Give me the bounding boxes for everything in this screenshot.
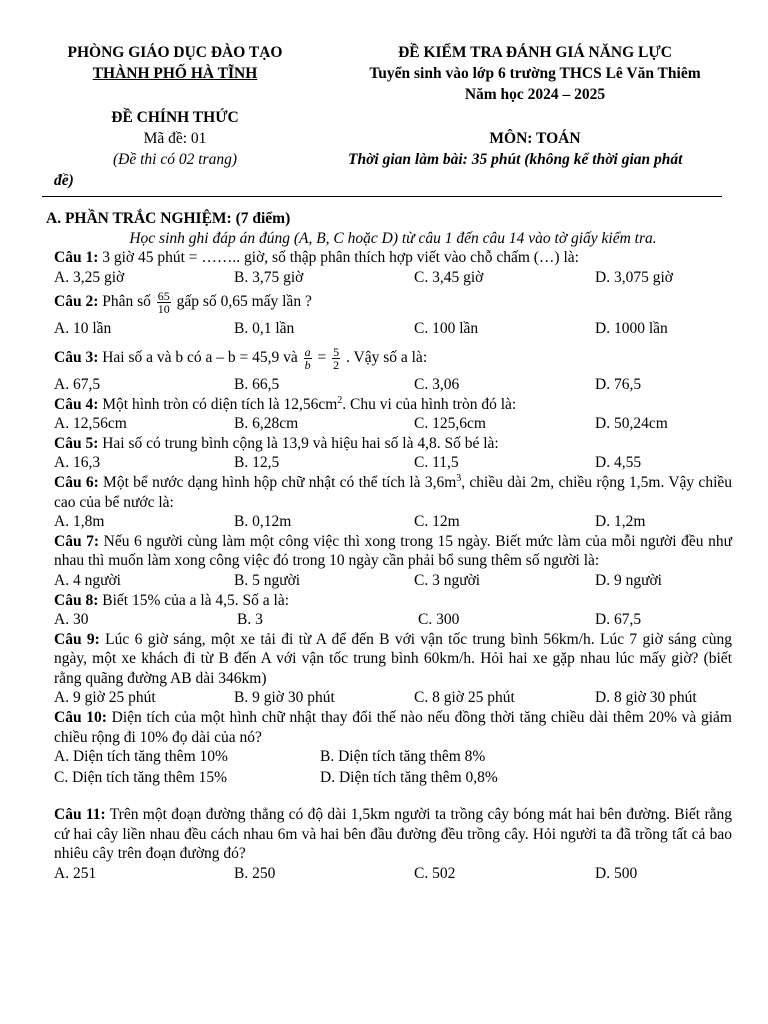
question-8-options [54,610,732,630]
question-text: Trên một đoạn đường thẳng có độ dài 1,5km người ta trồng cây bóng mát hai bên đường. Biết rằng cứ hai cây liền nhau đều cách nhau 6m và hai bên đầu đường đều trồng cây. Hỏi người ta đã trồng tất cả bao nhiêu cây trên đoạn đường đó? [54,806,732,863]
question-2-options [54,319,732,339]
spacer [54,789,732,805]
option-c[interactable]: C. 300 [418,611,460,629]
question-11 [54,805,732,864]
header-divider [42,196,722,197]
question-9-options [54,688,732,708]
question-4 [54,395,732,415]
fraction-five-halves [332,346,340,371]
question-text: Hai số có trung bình cộng là 13,9 và hiệu hai số là 4,8. Số bé là: [98,434,499,452]
option-c[interactable]: C. 100 lần [414,320,479,338]
option-d[interactable]: D. 4,55 [595,454,642,472]
time-limit-continued: đề) [54,172,74,189]
option-b[interactable]: B. 5 người [234,571,301,589]
question-label: Câu 10: [54,709,107,727]
question-7-options [54,571,732,591]
question-label: Câu 4: [54,395,99,413]
option-b[interactable]: B. 3 [237,611,263,629]
question-7 [54,532,732,571]
option-a[interactable]: A. 4 người [54,571,121,589]
official-block [40,107,310,170]
question-10-options-row-2 [54,768,732,789]
option-b[interactable]: B. 9 giờ 30 phút [234,689,335,707]
time-limit: Thời gian làm bài: 35 phút (không kể thời gian phát [348,151,683,168]
option-b[interactable]: B. 0,12m [234,513,292,531]
option-d[interactable]: D. 3,075 giờ [595,268,673,286]
option-b[interactable]: B. 3,75 giờ [234,268,304,286]
question-label: Câu 8: [54,591,99,609]
exam-title: ĐỀ KIỂM TRA ĐÁNH GIÁ NĂNG LỰC [398,44,672,61]
fraction-denominator: b [304,357,311,372]
section-instruction: Học sinh ghi đáp án đúng (A, B, C hoặc D) từ câu 1 đến câu 14 vào tờ giấy kiểm tra. [129,229,657,247]
option-d[interactable]: D. 8 giờ 30 phút [595,689,697,707]
fraction-denominator: 10 [157,302,170,317]
question-10 [54,708,732,747]
question-label: Câu 3: [54,348,99,366]
question-text: Diện tích của một hình chữ nhật thay đổi thế nào nếu đồng thời tăng chiều dài thêm 20% và giảm chiều rộng đi 10% đọ dài của nó? [54,709,732,746]
question-8 [54,591,732,611]
question-label: Câu 7: [54,532,100,550]
question-2 [54,287,732,316]
pages-note: (Đề thi có 02 trang) [113,151,237,168]
question-text-end: gấp số 0,65 mấy lần ? [172,293,312,311]
question-10-options-row-1 [54,747,732,768]
question-1 [54,248,732,268]
option-a[interactable]: A. 10 lần [54,320,112,338]
question-11-options [54,864,732,884]
question-6-options [54,512,732,532]
fraction-a-over-b [304,346,312,371]
exam-header [330,42,740,105]
option-a[interactable]: A. 1,8m [54,513,105,531]
city-name: THÀNH PHỐ HÀ TĨNH [92,65,258,82]
question-label: Câu 6: [54,473,99,491]
option-a[interactable]: A. 12,56cm [54,415,127,433]
option-a[interactable]: A. 16,3 [54,454,101,472]
option-d[interactable]: D. 500 [595,865,638,883]
option-d[interactable]: D. 9 người [595,571,662,589]
fraction [157,290,171,315]
option-c[interactable]: C. 3,06 [414,375,460,393]
question-4-options [54,414,732,434]
question-text-end: , chiều dài 2m, chiều rộng 1,5m. Vậy chiều cao của bể nước là: [54,473,733,511]
option-d[interactable]: D. Diện tích tăng thêm 0,8% [320,769,498,787]
option-c[interactable]: C. 12m [414,513,460,531]
question-label: Câu 1: [54,249,99,267]
option-a[interactable]: A. 67,5 [54,375,101,393]
fraction-numerator: 65 [157,289,170,304]
question-text-end: . Chu vi của hình tròn đó là: [342,395,517,413]
exam-subtitle: Tuyển sinh vào lớp 6 trường THCS Lê Văn Thiêm [369,65,701,82]
question-text: 3 giờ 45 phút = …….. giờ, số thập phân thích hợp viết vào chỗ chấm (…) là: [98,249,579,267]
option-a[interactable]: A. 9 giờ 25 phút [54,689,156,707]
question-3 [54,343,732,372]
superscript: 3 [456,472,462,484]
question-label: Câu 9: [54,630,100,648]
official-label: ĐỀ CHÍNH THỨC [111,109,239,126]
question-9 [54,630,732,689]
option-d[interactable]: D. 76,5 [595,375,642,393]
question-text: Biết 15% của a là 4,5. Số a là: [98,591,290,609]
subject-label: MÔN: TOÁN [489,130,581,147]
question-3-options [54,375,732,395]
option-d[interactable]: D. 67,5 [595,611,642,629]
question-1-options [54,268,732,288]
question-text: Một hình tròn có diện tích là 12,56cm [98,395,338,413]
option-b[interactable]: B. 0,1 lần [234,320,295,338]
option-d[interactable]: D. 1000 lần [595,320,668,338]
option-c[interactable]: C. 502 [414,865,456,883]
question-6 [54,473,732,512]
question-text: Lúc 6 giờ sáng, một xe tải đi từ A để đến B với vận tốc trung bình 56km/h. Lúc 7 giờ sáng cùng ngày, một xe khách đi từ B đến A với vận tốc trung bình 60km/h. Hỏi hai xe gặp nhau lúc mấy giờ? (biết rằng quãng đường AB dài 346km) [54,630,732,687]
option-b[interactable]: B. 66,5 [234,375,280,393]
option-c[interactable]: C. Diện tích tăng thêm 15% [54,769,228,787]
exam-content [46,209,733,884]
option-c[interactable]: C. 3 người [414,571,481,589]
fraction-denominator: 2 [333,357,340,372]
option-d[interactable]: D. 50,24cm [595,415,668,433]
question-text: Nếu 6 người cùng làm một công việc thì xong trong 15 ngày. Biết mức làm của mỗi người đều như nhau thì muốn làm xong công việc đó trong 10 ngày cần phải bổ sung thêm số người là: [54,532,732,570]
question-text: Hai số a và b có a – b = 45,9 và [98,348,302,366]
question-text: Một bể nước dạng hình hộp chữ nhật có thể tích là 3,6m [98,473,457,491]
option-a[interactable]: A. 3,25 giờ [54,268,125,286]
option-a[interactable]: A. 30 [54,611,89,629]
question-text: Phân số [98,293,155,311]
fraction-numerator: 5 [333,344,340,359]
option-a[interactable]: A. Diện tích tăng thêm 10% [54,748,228,766]
option-c[interactable]: C. 11,5 [414,454,459,472]
school-year: Năm học 2024 – 2025 [464,86,606,103]
question-text-end: . Vậy số a là: [342,348,428,366]
question-5 [54,434,732,454]
exam-code: Mã đề: 01 [143,130,207,147]
option-b[interactable]: B. 250 [234,865,276,883]
option-b[interactable]: B. 6,28cm [234,415,299,433]
superscript: 2 [337,394,343,406]
department-header [40,42,310,84]
option-a[interactable]: A. 251 [54,865,97,883]
option-c[interactable]: C. 3,45 giờ [414,268,484,286]
option-c[interactable]: C. 125,6cm [414,415,486,433]
option-c[interactable]: C. 8 giờ 25 phút [414,689,515,707]
question-5-options [54,453,732,473]
equals-sign: = [313,348,331,366]
question-label: Câu 11: [54,806,106,824]
question-label: Câu 5: [54,434,99,452]
question-label: Câu 2: [54,293,99,311]
fraction-numerator: a [304,344,311,359]
option-b[interactable]: B. 12,5 [234,454,280,472]
option-d[interactable]: D. 1,2m [595,513,646,531]
option-b[interactable]: B. Diện tích tăng thêm 8% [320,748,486,766]
section-title: A. PHẦN TRẮC NGHIỆM: (7 điểm) [46,210,291,227]
department-name: PHÒNG GIÁO DỤC ĐÀO TẠO [67,44,283,61]
